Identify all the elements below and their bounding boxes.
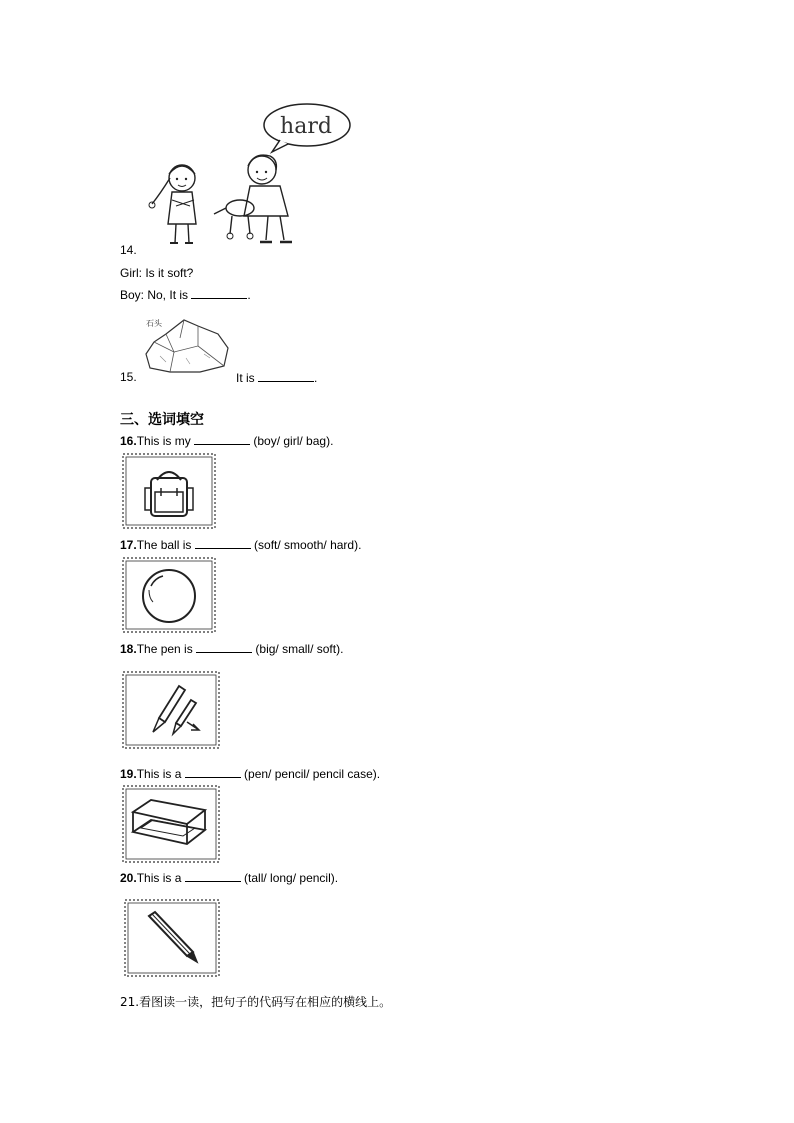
answer-blank[interactable] bbox=[195, 537, 251, 549]
q17-line: 17.The ball is (soft/ smooth/ hard). bbox=[120, 538, 362, 552]
q14-line-boy: Boy: No, It is . bbox=[120, 288, 251, 302]
q16-picture-frame bbox=[121, 452, 217, 530]
q19-picture-frame bbox=[121, 784, 221, 864]
q16-line: 16.This is my (boy/ girl/ bag). bbox=[120, 434, 334, 448]
answer-blank[interactable] bbox=[185, 870, 241, 882]
q17-picture-frame bbox=[121, 556, 217, 634]
answer-blank[interactable] bbox=[258, 370, 314, 382]
q14-line-girl: Girl: Is it soft? bbox=[120, 266, 194, 280]
answer-blank[interactable] bbox=[191, 287, 247, 299]
kids-illustration bbox=[140, 100, 360, 252]
stone-icon bbox=[140, 312, 232, 374]
q15-line: It is . bbox=[236, 371, 318, 385]
q19-line: 19.This is a (pen/ pencil/ pencil case). bbox=[120, 767, 381, 781]
stone-label: 石头 bbox=[146, 319, 162, 328]
backpack-icon bbox=[121, 452, 217, 530]
q20-line: 20.This is a (tall/ long/ pencil). bbox=[120, 871, 339, 885]
section-heading: 三、选词填空 bbox=[120, 412, 204, 428]
pens-icon bbox=[121, 670, 221, 750]
q21-instruction: 21.看图读一读，把句子的代码写在相应的横线上。 bbox=[120, 995, 392, 1009]
kids-with-bubble-icon bbox=[140, 100, 360, 252]
q18-line: 18.The pen is (big/ small/ soft). bbox=[120, 642, 344, 656]
answer-blank[interactable] bbox=[185, 766, 241, 778]
answer-blank[interactable] bbox=[196, 641, 252, 653]
q14-number: 14. bbox=[120, 243, 137, 257]
q18-picture-frame bbox=[121, 670, 221, 750]
answer-blank[interactable] bbox=[194, 433, 250, 445]
ball-icon bbox=[121, 556, 217, 634]
stone-illustration bbox=[140, 312, 232, 374]
q15-number: 15. bbox=[120, 370, 137, 384]
q20-picture-frame bbox=[123, 898, 221, 978]
pencil-icon bbox=[123, 898, 221, 978]
pencil-case-icon bbox=[121, 784, 221, 864]
bubble-word: hard bbox=[280, 114, 332, 139]
